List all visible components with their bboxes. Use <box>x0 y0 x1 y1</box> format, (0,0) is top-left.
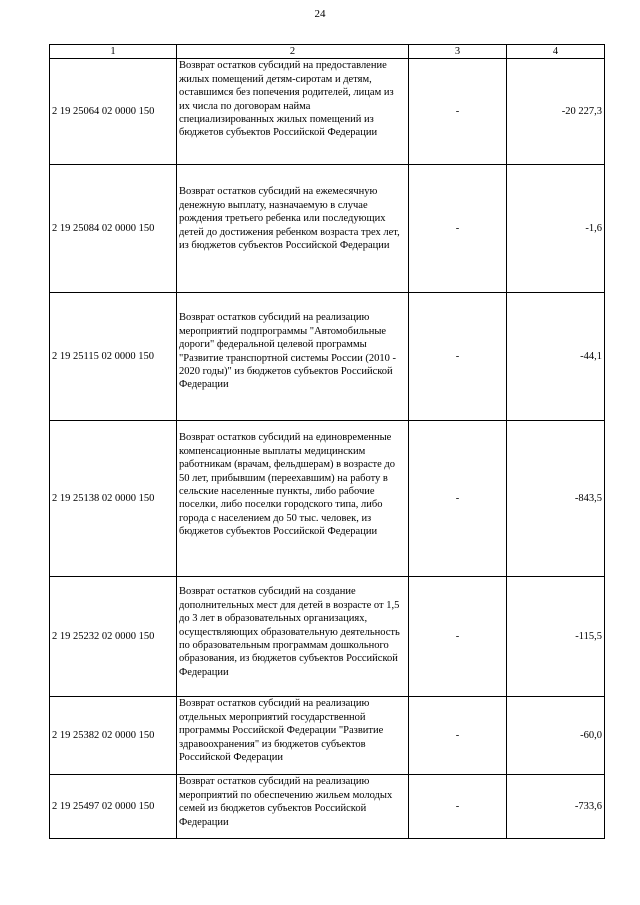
table-row <box>50 421 605 577</box>
table-row <box>50 697 605 775</box>
column-header-4: 4 <box>507 45 605 59</box>
row-col3: - <box>409 59 507 165</box>
row-description: Возврат остатков субсидий на создание дополнительных мест для детей в возрасте от 1,5 до 3 лет в образовательных организациях, осуществляющих образовательную деятельность по образовательным программам дошкольного образования, из бюджетов субъектов Российской Федерации <box>177 577 409 697</box>
column-header-2: 2 <box>177 45 409 59</box>
row-col3: - <box>409 697 507 775</box>
table-header-row <box>50 45 605 59</box>
budget-table <box>49 44 605 839</box>
row-amount: -733,6 <box>507 775 605 839</box>
column-header-3: 3 <box>409 45 507 59</box>
row-col3: - <box>409 577 507 697</box>
row-amount: -115,5 <box>507 577 605 697</box>
row-code: 2 19 25138 02 0000 150 <box>50 421 177 577</box>
row-description: Возврат остатков субсидий на ежемесячную денежную выплату, назначаемую в случае рождения третьего ребенка или последующих детей до достижения ребенком возраста трех лет, из бюджетов субъектов Российской Федерации <box>177 165 409 293</box>
row-code: 2 19 25064 02 0000 150 <box>50 59 177 165</box>
row-description: Возврат остатков субсидий на реализацию мероприятий подпрограммы "Автомобильные дороги" федеральной целевой программы "Развитие транспортной системы России (2010 - 2020 годы)" из бюджетов субъектов Российской Федерации <box>177 293 409 421</box>
table-row <box>50 577 605 697</box>
row-description: Возврат остатков субсидий на предоставление жилых помещений детям-сиротам и детям, оставшимся без попечения родителей, лицам из их числа по договорам найма специализированных жилых помещений из бюджетов субъектов Российской Федерации <box>177 59 409 165</box>
column-header-1: 1 <box>50 45 177 59</box>
row-amount: -1,6 <box>507 165 605 293</box>
row-col3: - <box>409 775 507 839</box>
row-col3: - <box>409 165 507 293</box>
table-row <box>50 165 605 293</box>
row-description: Возврат остатков субсидий на единовременные компенсационные выплаты медицинским работникам (врачам, фельдшерам) в возрасте до 50 лет, прибывшим (переехавшим) на работу в сельские населенные пункты, либо рабочие поселки, либо поселки городского типа, либо города с населением до 50 тыс. человек, из бюджетов субъектов Российской Федерации <box>177 421 409 577</box>
row-amount: -60,0 <box>507 697 605 775</box>
row-code: 2 19 25115 02 0000 150 <box>50 293 177 421</box>
row-amount: -843,5 <box>507 421 605 577</box>
table-row <box>50 775 605 839</box>
row-col3: - <box>409 293 507 421</box>
row-code: 2 19 25497 02 0000 150 <box>50 775 177 839</box>
row-description: Возврат остатков субсидий на реализацию отдельных мероприятий государственной программы Российской Федерации "Развитие здравоохранения" из бюджетов субъектов Российской Федерации <box>177 697 409 775</box>
page-number: 24 <box>314 8 326 20</box>
row-description: Возврат остатков субсидий на реализацию мероприятий по обеспечению жильем молодых семей из бюджетов субъектов Российской Федерации <box>177 775 409 839</box>
row-code: 2 19 25084 02 0000 150 <box>50 165 177 293</box>
row-code: 2 19 25382 02 0000 150 <box>50 697 177 775</box>
table-row <box>50 293 605 421</box>
row-col3: - <box>409 421 507 577</box>
row-amount: -20 227,3 <box>507 59 605 165</box>
row-amount: -44,1 <box>507 293 605 421</box>
row-code: 2 19 25232 02 0000 150 <box>50 577 177 697</box>
table-row <box>50 59 605 165</box>
